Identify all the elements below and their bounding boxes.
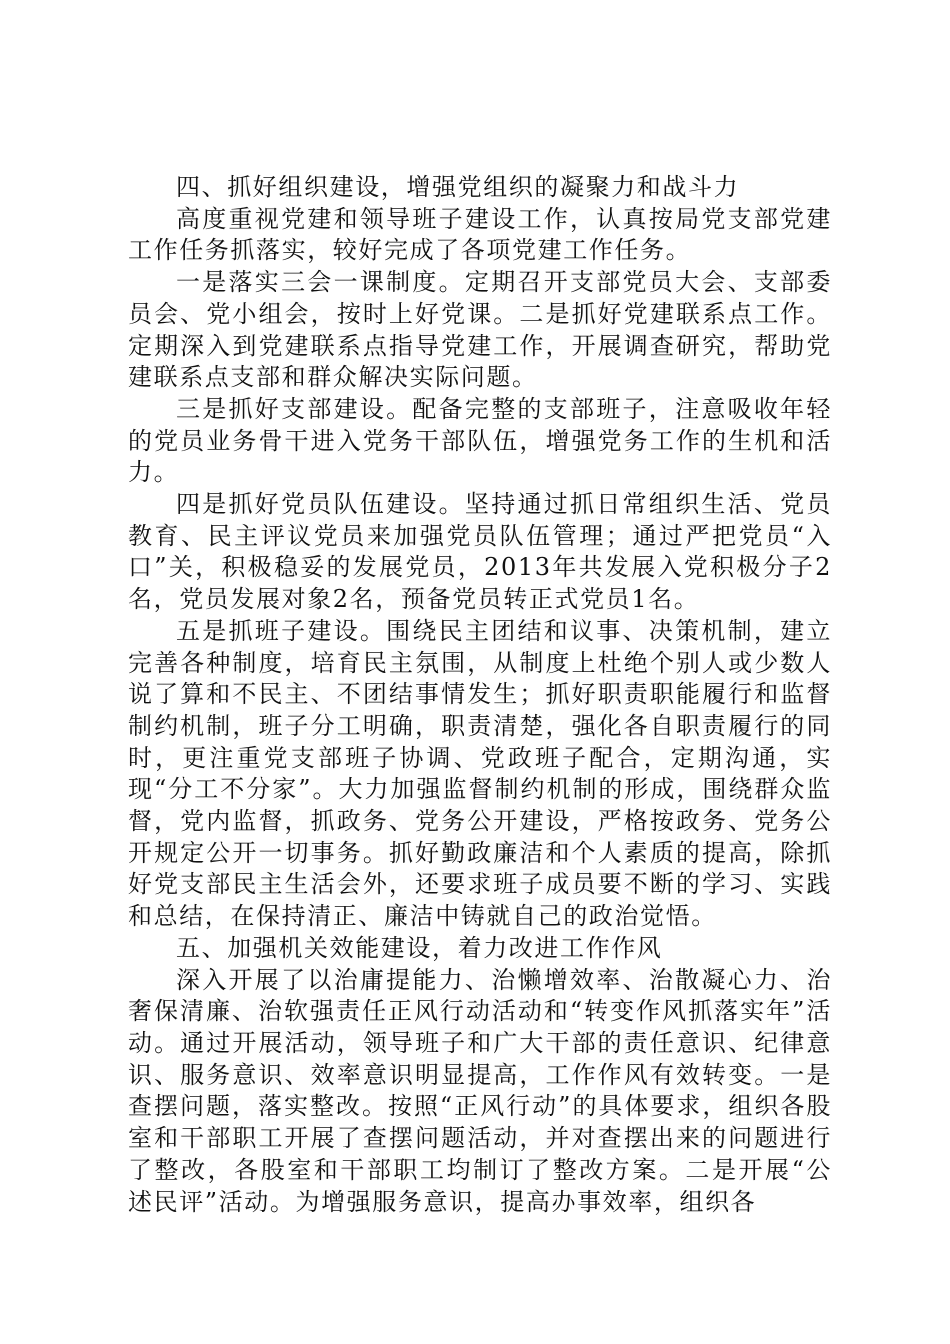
paragraph-leadership-team: 五是抓班子建设。围绕民主团结和议事、决策机制，建立完善各种制度，培育民主氛围，从制度上杜绝个别人或少数人说了算和不民主、不团结事情发生；抓好职责职能履行和监督制约机制，班子分工明确，职责清楚，强化各自职责履行的同时，更注重党支部班子协调、党政班子配合，定期沟通，实现“分工不分家”。大力加强监督制约机制的形成，围绕群众监督，党内监督，抓政务、党务公开建设，严格按政务、党务公开规定公开一切事务。抓好勤政廉洁和个人素质的提高，除抓好党支部民主生活会外，还要求班子成员要不断的学习、实践和总结，在保持清正、廉洁中铸就自己的政治觉悟。 [128,616,832,931]
paragraph-member-team: 四是抓好党员队伍建设。坚持通过抓日常组织生活、党员教育、民主评议党员来加强党员队伍管理；通过严把党员“入口”关，积极稳妥的发展党员，2013年共发展入党积极分子2名，党员发展对象2名，预备党员转正式党员1名。 [128,490,832,614]
paragraph-three-meetings: 一是落实三会一课制度。定期召开支部党员大会、支部委员会、党小组会，按时上好党课。二是抓好党建联系点工作。定期深入到党建联系点指导党建工作，开展调查研究，帮助党建联系点支部和群众解决实际问题。 [128,268,832,392]
section-heading-5: 五、加强机关效能建设，着力改进工作作风 [176,933,663,962]
paragraph-work-style: 深入开展了以治庸提能力、治懒增效率、治散凝心力、治奢保清廉、治软强责任正风行动活动和“转变作风抓落实年”活动。通过开展活动，领导班子和广大干部的责任意识、纪律意识、服务意识、效率意识明显提高，工作作风有效转变。一是查摆问题，落实整改。按照“正风行动”的具体要求，组织各股室和干部职工开展了查摆问题活动，并对查摆出来的问题进行了整改，各股室和干部职工均制订了整改方案。二是开展“公述民评”活动。为增强服务意识，提高办事效率，组织各 [128,965,832,1216]
paragraph-party-building: 高度重视党建和领导班子建设工作，认真按局党支部党建工作任务抓落实，较好完成了各项党建工作任务。 [128,204,832,265]
section-heading-4: 四、抓好组织建设，增强党组织的凝聚力和战斗力 [176,173,740,201]
paragraph-branch-building: 三是抓好支部建设。配备完整的支部班子，注意吸收年轻的党员业务骨干进入党务干部队伍，增强党务工作的生机和活力。 [128,394,832,487]
document-body [128,172,832,1218]
